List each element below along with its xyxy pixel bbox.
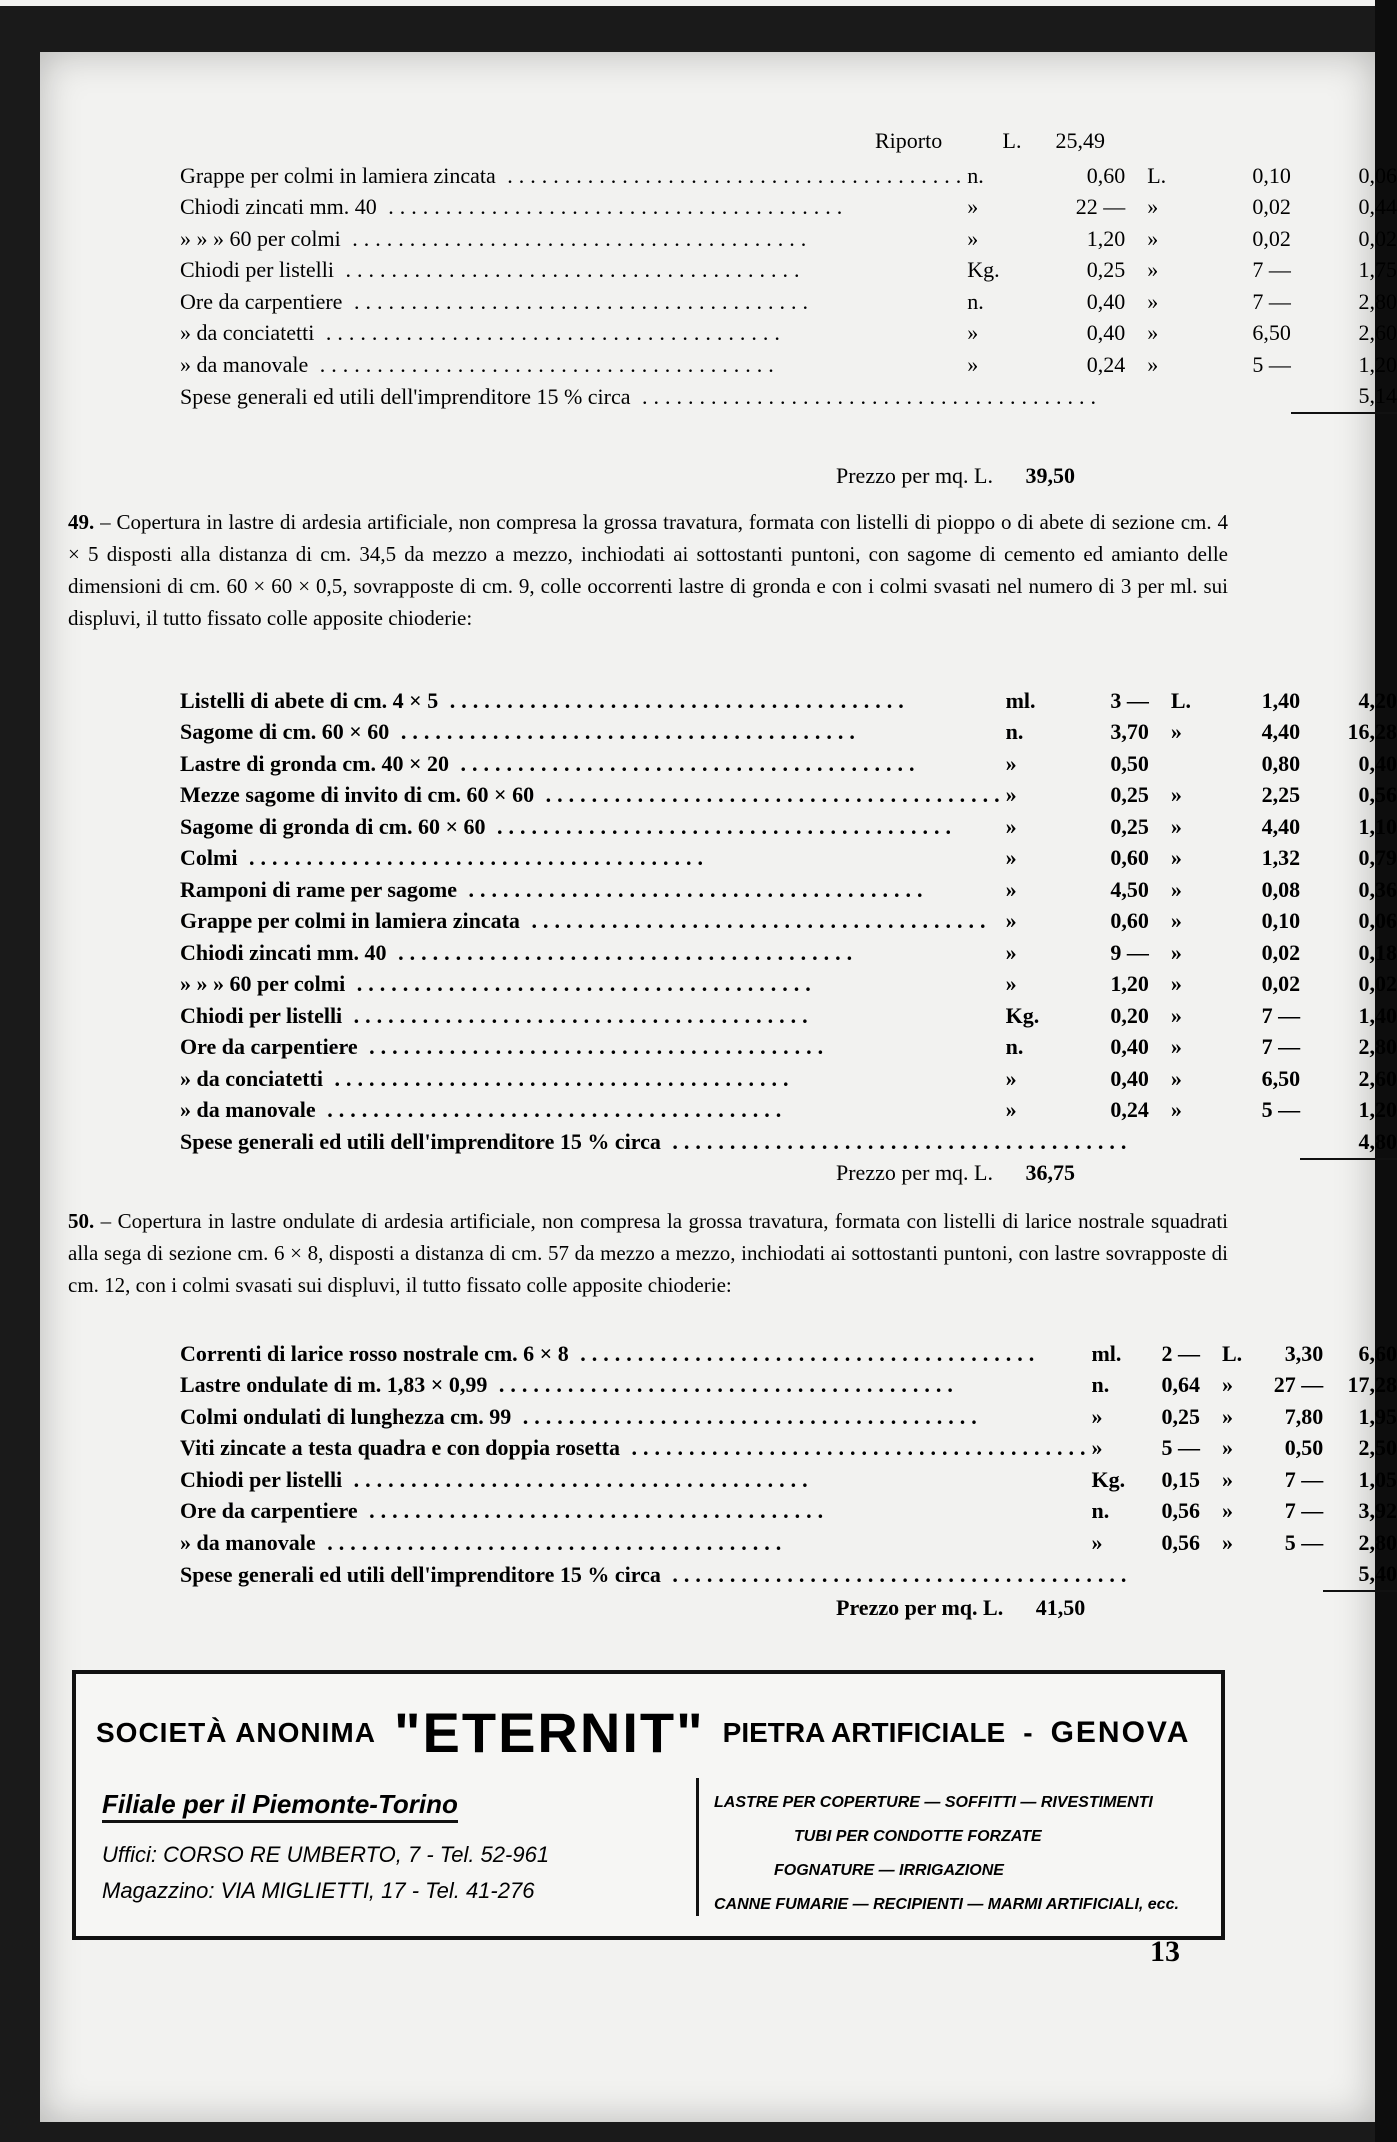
item-unit: n. [1005, 1034, 1024, 1060]
table-row [180, 192, 1397, 224]
item-currency: » [1221, 1372, 1233, 1398]
prezzo-value: 39,50 [1025, 463, 1075, 488]
item-currency: » [1170, 1034, 1182, 1060]
item-total: 4,20 [1358, 687, 1397, 713]
item-total: 1,95 [1358, 1403, 1397, 1429]
item-price: 0,80 [1261, 750, 1301, 776]
table-row [180, 969, 1397, 1001]
dot-leader: ........................................ [376, 194, 849, 220]
item-currency: » [1147, 288, 1159, 314]
item-currency: » [1170, 971, 1182, 997]
page-number: 13 [1150, 1935, 1180, 1968]
table-row [180, 906, 1397, 938]
ad-header [96, 1700, 1196, 1765]
item-qty: 1,20 [1086, 225, 1126, 251]
item-price: 7 — [1252, 288, 1291, 314]
item-unit: » [1005, 908, 1017, 934]
cost-table-3 [180, 1338, 1397, 1592]
item-qty: 0,15 [1161, 1466, 1200, 1492]
item-price: 0,02 [1261, 939, 1301, 965]
item-unit: Kg. [1005, 1002, 1040, 1028]
item-qty: 0,40 [1086, 288, 1126, 314]
table-row [180, 780, 1397, 812]
item-total: 0,02 [1358, 225, 1397, 251]
item-total: 0,40 [1358, 750, 1397, 776]
item-qty: 0,40 [1086, 320, 1126, 346]
item-currency: » [1170, 1002, 1182, 1028]
riporto-label: Riporto [875, 128, 943, 153]
dot-leader: ........................................ [315, 1529, 788, 1555]
item-unit: ml. [1091, 1340, 1122, 1366]
item-desc: Chiodi zincati mm. 40 ........................................ [180, 939, 859, 965]
prezzo-label: Prezzo per mq. L. [836, 1160, 993, 1185]
item-qty: 22 — [1075, 194, 1126, 220]
item-price: 2,25 [1261, 782, 1301, 808]
item-unit: n. [1005, 719, 1024, 745]
spese-total: 5,40 [1323, 1559, 1397, 1592]
item-price: 7 — [1252, 257, 1291, 283]
item-qty: 0,24 [1110, 1097, 1149, 1123]
item-total: 0,18 [1358, 939, 1397, 965]
item-qty: 0,60 [1110, 908, 1149, 934]
scan-top-strip [0, 0, 1397, 6]
item-qty: 0,40 [1110, 1034, 1149, 1060]
table-row [180, 811, 1397, 843]
dot-leader: ........................................ [568, 1340, 1041, 1366]
item-unit: » [1005, 939, 1017, 965]
item-currency: » [1170, 845, 1182, 871]
item-price: 1,40 [1261, 687, 1301, 713]
spese-total: 4,80 [1300, 1126, 1397, 1159]
cost-table-3-body [180, 1338, 1397, 1559]
table-row [180, 349, 1397, 381]
item-price: 5 — [1284, 1529, 1324, 1555]
dot-leader: ........................................ [386, 939, 859, 965]
spese-row-3 [180, 1559, 1397, 1592]
item-total: 0,79 [1358, 845, 1397, 871]
dot-leader: ........................................ [334, 257, 806, 283]
item-desc: » da manovale ........................................ [180, 1097, 788, 1123]
dot-leader: ........................................ [342, 1466, 814, 1492]
ad-magazzino: Magazzino: VIA MIGLIETTI, 17 - Tel. 41-276 [102, 1878, 535, 1903]
item-qty: 0,56 [1161, 1498, 1200, 1524]
item-currency: » [1221, 1403, 1233, 1429]
item-unit: n. [1091, 1372, 1110, 1398]
item-price: 0,08 [1261, 876, 1301, 902]
spese-total: 5,14 [1291, 381, 1397, 414]
item-desc: Ore da carpentiere ........................................ [180, 288, 814, 314]
item-desc: Lastre ondulate di m. 1,83 × 0,99 ........................................ [180, 1372, 959, 1398]
item-total: 1,40 [1358, 1002, 1397, 1028]
item-desc: » da conciatetti ........................................ [180, 320, 786, 346]
riporto-line [875, 128, 1105, 154]
spese-row-2 [180, 1126, 1397, 1159]
table-row [180, 223, 1397, 255]
dot-leader: ........................................ [487, 1372, 959, 1398]
item-qty: 0,50 [1110, 750, 1149, 776]
item-desc: Colmi ........................................ [180, 845, 709, 871]
item-unit: » [1091, 1529, 1103, 1555]
table-row [180, 1338, 1397, 1370]
item-qty: 0,25 [1086, 257, 1126, 283]
item-desc: Mezze sagome di invito di cm. 60 × 60 ........................................ [180, 782, 1006, 808]
item-desc: » » » 60 per colmi ........................................ [180, 225, 813, 251]
paragraph-50: 50. – Copertura in lastre ondulate di ardesia artificiale, non compresa la grossa travatura, formata con listelli di larice nostrale squadrati alla sega di sezione cm. 6 × 8, disposti a distanza di cm. 57 da mezzo a mezzo, inchiodati ai sottostanti puntoni, con lastre sovrapposte di cm. 12, con i colmi svasati sui displuvi, il tutto fissato colle apposite chioderie: [68, 1209, 1228, 1297]
item-currency: » [1221, 1498, 1233, 1524]
item-total: 16,28 [1347, 719, 1397, 745]
ad-product-line: LASTRE PER COPERTURE — SOFFITTI — RIVESTIMENTI [714, 1794, 1153, 1811]
item-desc: Sagome di gronda di cm. 60 × 60 ........................................ [180, 813, 957, 839]
item-price: 0,10 [1261, 908, 1301, 934]
item-price: 7,80 [1284, 1403, 1324, 1429]
item-qty: 2 — [1161, 1340, 1200, 1366]
item-qty: 0,60 [1110, 845, 1149, 871]
item-qty: 0,60 [1086, 162, 1126, 188]
item-unit: n. [1091, 1498, 1110, 1524]
dot-leader: ........................................ [389, 719, 861, 745]
item-total: 2,60 [1358, 320, 1397, 346]
dot-leader: ........................................ [449, 750, 921, 776]
dot-leader: ........................................ [345, 971, 817, 997]
item-unit: » [1005, 1097, 1017, 1123]
item-qty: 0,25 [1110, 782, 1149, 808]
item-desc: Chiodi per listelli ........................................ [180, 257, 806, 283]
dot-leader: ........................................ [237, 845, 709, 871]
item-qty: 5 — [1161, 1435, 1200, 1461]
item-price: 0,02 [1252, 225, 1291, 251]
item-unit: » [967, 320, 979, 346]
item-total: 0,06 [1358, 162, 1397, 188]
item-unit: » [1091, 1435, 1103, 1461]
ad-uffici: Uffici: CORSO RE UMBERTO, 7 - Tel. 52-961 [102, 1842, 550, 1867]
item-price: 7 — [1261, 1002, 1301, 1028]
table-row [180, 748, 1397, 780]
item-total: 1,75 [1358, 257, 1397, 283]
item-total: 0,56 [1358, 782, 1397, 808]
item-desc: Chiodi zincati mm. 40 ........................................ [180, 194, 849, 220]
ad-product-line: TUBI PER CONDOTTE FORZATE [794, 1828, 1042, 1845]
item-unit: n. [967, 162, 984, 188]
item-total: 0,06 [1358, 908, 1397, 934]
table-row [180, 1496, 1397, 1528]
item-currency: » [1170, 719, 1182, 745]
dot-leader: ........................................ [511, 1403, 983, 1429]
dot-leader: ........................................ [630, 383, 1103, 409]
table-row [180, 1464, 1397, 1496]
item-currency: » [1221, 1435, 1233, 1461]
prezzo-value: 36,75 [1025, 1160, 1075, 1185]
item-total: 2,80 [1358, 1034, 1397, 1060]
dot-leader: ........................................ [485, 813, 957, 839]
prezzo-label: Prezzo per mq. L. [836, 1595, 1004, 1620]
item-price: 0,10 [1252, 162, 1291, 188]
item-desc: Ore da carpentiere ........................................ [180, 1498, 830, 1524]
item-price: 4,40 [1261, 813, 1301, 839]
item-total: 1,20 [1358, 351, 1397, 377]
item-currency: » [1147, 320, 1159, 346]
spese-desc: Spese generali ed utili dell'imprenditore 15 % circa ........................................ [180, 1561, 1133, 1587]
table-row [180, 1527, 1397, 1559]
item-currency: » [1147, 351, 1159, 377]
item-currency: » [1170, 908, 1182, 934]
item-total: 17,28 [1347, 1372, 1397, 1398]
item-desc: Sagome di cm. 60 × 60 ........................................ [180, 719, 861, 745]
dot-leader: ........................................ [308, 351, 780, 377]
item-desc: Ramponi di rame per sagome ........................................ [180, 876, 929, 902]
item-desc: Correnti di larice rosso nostrale cm. 6 × 8 ........................................ [180, 1340, 1041, 1366]
item-unit: » [1091, 1403, 1103, 1429]
ad-product-line: CANNE FUMARIE — RECIPIENTI — MARMI ARTIFICIALI, ecc. [714, 1896, 1179, 1913]
item-unit: Kg. [1091, 1466, 1126, 1492]
item-qty: 0,40 [1110, 1065, 1149, 1091]
item-qty: 0,20 [1110, 1002, 1149, 1028]
ad-products [714, 1786, 1214, 1922]
item-total: 1,20 [1358, 1097, 1397, 1123]
table-row [180, 717, 1397, 749]
item-unit: » [1005, 782, 1017, 808]
item-qty: 0,24 [1086, 351, 1126, 377]
item-currency: » [1147, 257, 1159, 283]
item-qty: 0,64 [1161, 1372, 1200, 1398]
table-row [180, 1433, 1397, 1465]
table-row [180, 685, 1397, 717]
spese-row-1 [180, 381, 1397, 414]
dot-leader: ........................................ [534, 782, 1006, 808]
item-unit: Kg. [967, 257, 1000, 283]
item-price: 27 — [1273, 1372, 1324, 1398]
item-currency: » [1170, 1065, 1182, 1091]
paragraph-49: 49. – Copertura in lastre di ardesia artificiale, non compresa la grossa travatura, formata con listelli di pioppo o di abete di sezione cm. 4 × 5 disposti alla distanza di cm. 34,5 da mezzo a mezzo, inchiodati ai sottostanti puntoni, con sagome di cemento ed amianto delle dimensioni di cm. 60 × 60 × 0,5, sovrapposte di cm. 9, colle occorrenti lastre di gronda e con i colmi svasati nel numero di 3 per ml. sui displuvi, il tutto fissato colle apposite chioderie: [68, 510, 1229, 630]
item-total: 6,60 [1358, 1340, 1397, 1366]
item-unit: » [967, 225, 979, 251]
item-unit: » [1005, 813, 1017, 839]
item-total: 0,02 [1358, 971, 1397, 997]
item-qty: 3 — [1110, 687, 1149, 713]
item-price: 6,50 [1261, 1065, 1301, 1091]
dot-leader: ........................................ [519, 908, 992, 934]
item-qty: 0,25 [1161, 1403, 1200, 1429]
riporto-value: 25,49 [1055, 128, 1105, 153]
prezzo-label: Prezzo per mq. L. [836, 463, 993, 488]
item-total: 2,80 [1358, 1529, 1397, 1555]
item-total: 3,92 [1358, 1498, 1397, 1524]
item-price: 7 — [1284, 1466, 1324, 1492]
item-desc: Viti zincate a testa quadra e con doppia rosetta ........................................ [180, 1435, 1092, 1461]
item-price: 3,30 [1284, 1340, 1324, 1366]
item-desc: Colmi ondulati di lunghezza cm. 99 ........................................ [180, 1403, 983, 1429]
ad-city: GENOVA [1050, 1715, 1191, 1749]
item-currency [1149, 748, 1220, 780]
spese-desc: Spese generali ed utili dell'imprenditore 15 % circa ........................................ [180, 1129, 1133, 1155]
table-row [180, 1032, 1397, 1064]
dot-leader: ........................................ [438, 687, 910, 713]
item-currency: L. [1170, 687, 1191, 713]
item-qty: 0,25 [1110, 813, 1149, 839]
item-qty: 4,50 [1110, 876, 1149, 902]
table-row [180, 874, 1397, 906]
item-total: 0,36 [1358, 876, 1397, 902]
item-unit: » [1005, 1065, 1017, 1091]
item-price: 0,02 [1261, 971, 1301, 997]
item-currency: » [1170, 876, 1182, 902]
table-row [180, 1370, 1397, 1402]
item-price: 0,50 [1284, 1435, 1324, 1461]
item-unit: » [1005, 876, 1017, 902]
dot-leader: ........................................ [619, 1435, 1092, 1461]
item-currency: » [1147, 225, 1159, 251]
table-row [180, 318, 1397, 350]
item-total: 2,60 [1358, 1065, 1397, 1091]
ad-pietra: PIETRA ARTIFICIALE [722, 1716, 1006, 1748]
eternit-advertisement [72, 1670, 1225, 1940]
item-unit: » [1005, 971, 1017, 997]
table-row [180, 1000, 1397, 1032]
item-unit: ml. [1005, 687, 1036, 713]
ad-societa: SOCIETÀ ANONIMA [96, 1716, 376, 1748]
item-price: 5 — [1261, 1097, 1301, 1123]
table-row [180, 286, 1397, 318]
table-row [180, 937, 1397, 969]
item-currency: » [1170, 1097, 1182, 1123]
prezzo-row-2 [836, 1160, 1075, 1186]
dot-leader: ........................................ [660, 1561, 1133, 1587]
item-desc: Ore da carpentiere ........................................ [180, 1034, 830, 1060]
item-desc: » da conciatetti ........................................ [180, 1065, 795, 1091]
item-price: 7 — [1261, 1034, 1301, 1060]
item-desc: » » » 60 per colmi ........................................ [180, 971, 817, 997]
riporto-currency: L. [1002, 128, 1022, 153]
dot-leader: ........................................ [314, 320, 786, 346]
ad-address-block [102, 1789, 682, 1909]
item-qty: 9 — [1110, 939, 1149, 965]
item-currency: L. [1147, 162, 1167, 188]
cost-table-1 [180, 160, 1397, 414]
item-qty: 1,20 [1110, 971, 1149, 997]
item-price: 5 — [1252, 351, 1291, 377]
item-total: 2,80 [1358, 288, 1397, 314]
item-currency: » [1170, 782, 1182, 808]
spese-desc: Spese generali ed utili dell'imprenditore 15 % circa ........................................ [180, 383, 1103, 409]
table-row [180, 843, 1397, 875]
item-price: 4,40 [1261, 719, 1301, 745]
dot-leader: ........................................ [495, 162, 968, 188]
table-row [180, 1063, 1397, 1095]
ad-brand-logo: "ETERNIT" [393, 1701, 705, 1764]
item-desc: Chiodi per listelli ........................................ [180, 1002, 814, 1028]
dot-leader: ........................................ [322, 1065, 795, 1091]
item-desc: Chiodi per listelli ........................................ [180, 1466, 814, 1492]
paragraph-number: 50. [68, 1209, 95, 1233]
item-unit: n. [967, 288, 984, 314]
dot-leader: ........................................ [457, 876, 929, 902]
item-price: 6,50 [1252, 320, 1291, 346]
item-desc: Listelli di abete di cm. 4 × 5 ........................................ [180, 687, 910, 713]
dot-leader: ........................................ [660, 1129, 1133, 1155]
item-qty: 3,70 [1110, 719, 1149, 745]
item-desc: Lastre di gronda cm. 40 × 20 ........................................ [180, 750, 921, 776]
dot-leader: ........................................ [315, 1097, 788, 1123]
prezzo-value: 41,50 [1035, 1595, 1086, 1620]
item-desc: Grappe per colmi in lamiera zincata ........................................ [180, 162, 968, 188]
prezzo-row-3 [836, 1595, 1085, 1621]
cost-table-1-body [180, 160, 1397, 381]
ad-dash: - [1023, 1716, 1033, 1748]
item-unit: » [1005, 845, 1017, 871]
ad-divider [696, 1778, 699, 1916]
item-qty: 0,56 [1161, 1529, 1200, 1555]
item-currency: » [1170, 939, 1182, 965]
dot-leader: ........................................ [357, 1034, 830, 1060]
paragraph-text: Copertura in lastre ondulate di ardesia artificiale, non compresa la grossa travatura, formata con listelli di larice nostrale squadrati alla sega di sezione cm. 6 × 8, disposti a distanza di cm. 57 da mezzo a mezzo, inchiodati ai sottostanti puntoni, con lastre sovrapposte di cm. 12, con i colmi svasati sui displuvi, il tutto fissato colle apposite chioderie: [68, 1209, 1228, 1297]
item-unit: » [1005, 750, 1017, 776]
item-price: 7 — [1284, 1498, 1324, 1524]
item-unit: » [967, 351, 979, 377]
item-desc: » da manovale ........................................ [180, 351, 780, 377]
cost-table-2 [180, 685, 1397, 1160]
item-currency: » [1170, 813, 1182, 839]
table-row [180, 1401, 1397, 1433]
dot-leader: ........................................ [342, 1002, 814, 1028]
item-desc: Grappe per colmi in lamiera zincata ........................................ [180, 908, 992, 934]
item-price: 1,32 [1261, 845, 1301, 871]
ad-product-line: FOGNATURE — IRRIGAZIONE [774, 1862, 1004, 1879]
paragraph-text: Copertura in lastre di ardesia artificiale, non compresa la grossa travatura, formata con listelli di pioppo o di abete di sezione cm. 4 × 5 disposti alla distanza di cm. 34,5 da mezzo a mezzo, inchiodati ai sottostanti puntoni, con sagome di cemento ed amianto delle dimensioni di cm. 60 × 60 × 0,5, sovrapposte di cm. 9, colle occorrenti lastre di gronda e con i colmi svasati nel numero di 3 per ml. sui displuvi, il tutto fissato colle apposite chioderie: [68, 510, 1229, 630]
item-unit: » [967, 194, 979, 220]
item-currency: » [1221, 1529, 1233, 1555]
table-row [180, 255, 1397, 287]
item-total: 1,10 [1358, 813, 1397, 839]
ad-filiale: Filiale per il Piemonte-Torino [102, 1789, 458, 1823]
item-total: 1,05 [1358, 1466, 1397, 1492]
table-row [180, 160, 1397, 192]
table-row [180, 1095, 1397, 1127]
item-desc: » da manovale ........................................ [180, 1529, 788, 1555]
item-price: 0,02 [1252, 194, 1291, 220]
item-currency: » [1147, 194, 1159, 220]
dot-leader: ........................................ [357, 1498, 830, 1524]
item-currency: L. [1221, 1340, 1243, 1366]
dot-leader: ........................................ [340, 225, 813, 251]
prezzo-row-1 [836, 463, 1075, 489]
dot-leader: ........................................ [342, 288, 814, 314]
item-total: 2,50 [1358, 1435, 1397, 1461]
item-total: 0,44 [1358, 194, 1397, 220]
cost-table-2-body [180, 685, 1397, 1126]
item-currency: » [1221, 1466, 1233, 1492]
paragraph-number: 49. [68, 510, 95, 534]
